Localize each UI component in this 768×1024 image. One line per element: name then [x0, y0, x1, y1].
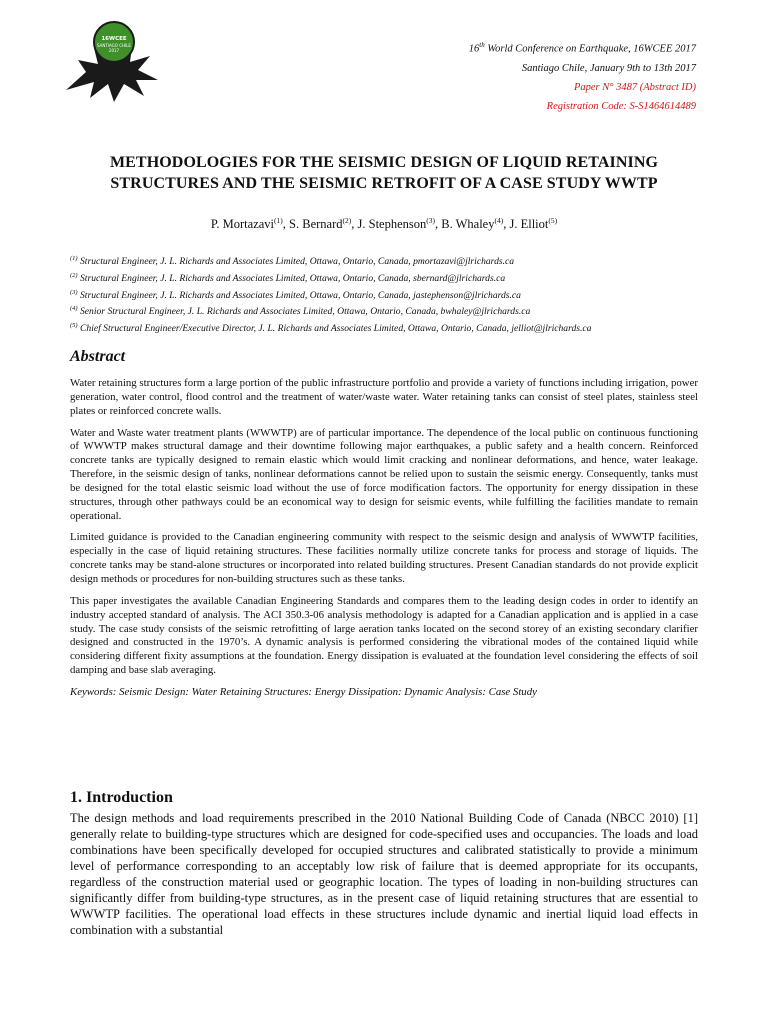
abstract-heading: Abstract [70, 348, 126, 365]
introduction-paragraph: The design methods and load requirements prescribed in the 2010 National Building Code of Canada (NBCC 2010) [1] generally relate to building-type structures which are designed for code-specified uses and occupancies. The loads and load combinations have been specifically developed for occupied structures and calibrated statistically to provide a minimum level of performance corresponding to an acceptably low risk of failure that is deemed appropriate for its occupants, regardless of the construction material used or geographic location. The types of loading in non-building structures can significantly differ from building-type structures, as in the present case of liquid retaining structures that are essential to WWWTP facilities. The operational load effects in these structures include dynamic and inertial liquid load effects in combination with a substantial [70, 811, 698, 937]
abstract-paragraph: Limited guidance is provided to the Canadian engineering community with respect to the seismic design and analysis of WWWTP facilities, especially in the case of liquid retaining structures. These facilities normally utilize concrete tanks for process and storage of liquids. The concrete tanks may be stand-alone structures or incorporated into related building structures. Present Canadian standards do not provide explicit design methods or procedures for non-building structures such as these tanks. [70, 531, 698, 585]
abstract-paragraph: This paper investigates the available Canadian Engineering Standards and compares them to the leading design codes in order to identify an industry accepted standard of analysis. The ACI 350.3-06 analysis methodology is adapted for a Canadian application and is applied in a case study. The case study consists of the seismic retrofitting of large aeration tanks located on the second storey of an existing secondary clarifier designed and constructed in the 1970’s. A dynamic analysis is performed considering the vibrational modes of the contained liquid while considering different fixity assumptions at the foundation. Energy dissipation is evaluated at the foundation level considering the effects of soil damping and base slab averaging. [70, 594, 698, 677]
paper-number: Paper N° 3487 (Abstract ID) [573, 81, 696, 93]
abstract-paragraph: Water and Waste water treatment plants (WWWTP) are of particular importance. The dependence of the local public on continuous functioning of WWWTP makes structural damage and their downtime following major earthquakes, a public safety and a health concern. Reinforced concrete tanks are typically designed to remain elastic which would limit cracking and nonlinear deformations, and hence, water leakage. Therefore, in the seismic design of tanks, nonlinear deformations cannot be relied upon to sustain the seismic energy. Consequently, tanks must be designed for the total elastic seismic load without the use of force modification factors. The opportunity for energy dissipation in these structures, through other pathways could be an economical way to design for seismic events, while fulfilling the facilities mandate to remain operational. [70, 426, 698, 522]
conference-logo [58, 20, 168, 104]
paper-title [40, 152, 728, 194]
author-list [0, 216, 768, 232]
svg-text:SANTIAGO CHILE: SANTIAGO CHILE [97, 43, 131, 48]
author: S. Bernard$^{(2)}$, [289, 216, 358, 232]
section-heading-introduction: 1. Introduction [70, 789, 173, 806]
svg-text:2017: 2017 [108, 48, 120, 53]
author: J. Elliot$^{(5)}$ [509, 216, 558, 232]
keywords: Keywords: Seismic Design: Water Retaining Structures: Energy Dissipation: Dynamic Analysis: Case Study [70, 685, 537, 698]
author: P. Mortazavi$^{(1)}$, [210, 216, 290, 232]
affiliation-item: $^{(4)}$ Senior Structural Engineer, J. L. Richards and Associates Limited, Ottawa, Ontario, Canada, bwhaley@jlrichards.ca [70, 305, 531, 318]
author: B. Whaley$^{(4)}$, [441, 216, 510, 232]
affiliation-item: $^{(3)}$ Structural Engineer, J. L. Richards and Associates Limited, Ottawa, Ontario, Canada, jastephenson@jlrichards.ca [70, 288, 521, 301]
abstract-paragraph: Water retaining structures form a large portion of the public infrastructure portfolio and provide a variety of functions including irrigation, power generation, water control, flood control and the treatment of water/waste water. Water retaining tanks can consist of steel plates, stainless steel plates or reinforced concrete walls. [70, 377, 698, 417]
abstract-body [70, 377, 698, 708]
conference-name: 16th World Conference on Earthquake, 16WCEE 2017 [468, 41, 696, 55]
conference-header [469, 36, 696, 116]
affiliation-list [70, 252, 720, 336]
conference-location-dates: Santiago Chile, January 9th to 13th 2017 [521, 62, 696, 74]
affiliation-item: $^{(5)}$ Chief Structural Engineer/Executive Director, J. L. Richards and Associates Limited, Ottawa, Ontario, Canada, jelliot@jlrichards.ca [70, 322, 592, 335]
paper-title-line-2: STRUCTURES AND THE SEISMIC RETROFIT OF A CASE STUDY WWTP [110, 175, 658, 192]
affiliation-item: $^{(1)}$ Structural Engineer, J. L. Richards and Associates Limited, Ottawa, Ontario, Canada, pmortazavi@jlrichards.ca [70, 255, 515, 268]
author: J. Stephenson$^{(3)}$, [357, 216, 442, 232]
svg-text:16WCEE: 16WCEE [101, 36, 127, 42]
registration-code: Registration Code: S-S1464614489 [546, 100, 696, 112]
paper-title-line-1: METHODOLOGIES FOR THE SEISMIC DESIGN OF LIQUID RETAINING [109, 154, 659, 171]
affiliation-item: $^{(2)}$ Structural Engineer, J. L. Richards and Associates Limited, Ottawa, Ontario, Canada, sbernard@jlrichards.ca [70, 271, 506, 284]
